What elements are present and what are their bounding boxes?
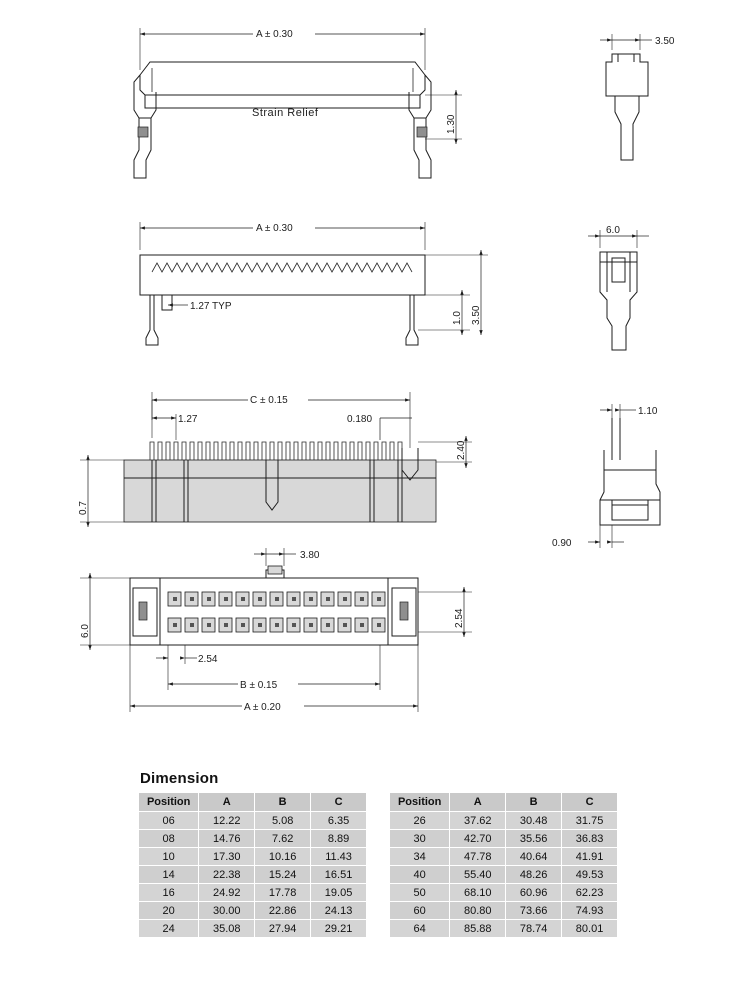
- view-front-sawtooth: [140, 220, 488, 345]
- dim-6-0-plan: 6.0: [80, 624, 91, 638]
- dim-1-0: 1.0: [452, 311, 463, 325]
- cell-a: 68.10: [450, 884, 506, 902]
- table-row: [139, 920, 367, 938]
- cell-position: 40: [390, 866, 450, 884]
- cell-position: 16: [139, 884, 199, 902]
- cell-c: 11.43: [311, 848, 367, 866]
- dim-a-plan: A ± 0.20: [244, 702, 281, 713]
- cell-position: 10: [139, 848, 199, 866]
- col-a: A: [450, 793, 506, 812]
- table-row: [139, 848, 367, 866]
- cell-a: 35.08: [199, 920, 255, 938]
- table-row: [390, 866, 618, 884]
- table-row: [139, 830, 367, 848]
- dim-3-50-top: 3.50: [655, 36, 675, 47]
- col-c: C: [562, 793, 618, 812]
- view-pin-front: [78, 392, 472, 527]
- dim-a-second: A ± 0.30: [256, 223, 293, 234]
- dim-0-90: 0.90: [552, 538, 572, 549]
- cell-b: 30.48: [506, 812, 562, 830]
- table-row: [390, 902, 618, 920]
- cell-b: 15.24: [255, 866, 311, 884]
- cell-position: 34: [390, 848, 450, 866]
- cell-c: 16.51: [311, 866, 367, 884]
- cell-position: 06: [139, 812, 199, 830]
- table-row: [139, 902, 367, 920]
- table-header-row: [390, 793, 618, 812]
- cell-a: 30.00: [199, 902, 255, 920]
- table-row: [390, 830, 618, 848]
- cell-c: 24.13: [311, 902, 367, 920]
- table-row: [139, 884, 367, 902]
- cell-c: 49.53: [562, 866, 618, 884]
- cell-position: 20: [139, 902, 199, 920]
- dim-1-30: 1.30: [446, 114, 457, 134]
- cell-c: 6.35: [311, 812, 367, 830]
- table-row: [139, 866, 367, 884]
- table-row: [390, 848, 618, 866]
- cell-position: 30: [390, 830, 450, 848]
- cell-b: 78.74: [506, 920, 562, 938]
- dim-1-10: 1.10: [638, 406, 658, 417]
- dim-0-180: 0.180: [347, 414, 373, 425]
- cell-position: 08: [139, 830, 199, 848]
- view-strain-relief: [134, 26, 462, 178]
- strain-relief-label: Strain Relief: [252, 107, 319, 119]
- view-bottom-plan: [80, 548, 472, 713]
- cell-position: 14: [139, 866, 199, 884]
- dimension-section: [138, 770, 618, 938]
- cell-c: 36.83: [562, 830, 618, 848]
- cell-position: 50: [390, 884, 450, 902]
- cell-a: 14.76: [199, 830, 255, 848]
- cell-b: 7.62: [255, 830, 311, 848]
- cell-c: 41.91: [562, 848, 618, 866]
- cell-c: 29.21: [311, 920, 367, 938]
- dim-2-54-right: 2.54: [454, 608, 465, 628]
- dim-b: B ± 0.15: [240, 680, 278, 691]
- cell-c: 74.93: [562, 902, 618, 920]
- dimension-table-left: [138, 792, 367, 938]
- cell-b: 22.86: [255, 902, 311, 920]
- cell-a: 55.40: [450, 866, 506, 884]
- cell-b: 17.78: [255, 884, 311, 902]
- dim-3-50-second: 3.50: [471, 305, 482, 325]
- col-position: Position: [390, 793, 450, 812]
- cell-b: 60.96: [506, 884, 562, 902]
- cell-b: 40.64: [506, 848, 562, 866]
- cell-position: 26: [390, 812, 450, 830]
- view-top-right-end: [600, 34, 675, 160]
- table-header-row: [139, 793, 367, 812]
- col-b: B: [255, 793, 311, 812]
- dimension-title: Dimension: [140, 770, 219, 787]
- col-c: C: [311, 793, 367, 812]
- dim-1-27-typ: 1.27 TYP: [190, 301, 232, 312]
- table-row: [139, 812, 367, 830]
- cell-a: 42.70: [450, 830, 506, 848]
- view-second-right-end: [588, 225, 649, 350]
- cell-c: 19.05: [311, 884, 367, 902]
- cell-position: 24: [139, 920, 199, 938]
- cell-b: 27.94: [255, 920, 311, 938]
- cell-c: 62.23: [562, 884, 618, 902]
- cell-a: 24.92: [199, 884, 255, 902]
- cell-b: 5.08: [255, 812, 311, 830]
- dim-6-0-second: 6.0: [606, 225, 620, 236]
- cell-a: 85.88: [450, 920, 506, 938]
- dimension-table-right: [389, 792, 618, 938]
- cell-position: 60: [390, 902, 450, 920]
- dim-2-54-pitch: 2.54: [198, 654, 218, 665]
- cell-a: 22.38: [199, 866, 255, 884]
- cell-a: 80.80: [450, 902, 506, 920]
- cell-b: 10.16: [255, 848, 311, 866]
- table-row: [390, 812, 618, 830]
- dim-1-27: 1.27: [178, 414, 198, 425]
- col-b: B: [506, 793, 562, 812]
- cell-a: 17.30: [199, 848, 255, 866]
- table-row: [390, 920, 618, 938]
- dim-2-40: 2.40: [456, 440, 467, 460]
- view-third-right-end: [552, 404, 660, 549]
- dim-0-7: 0.7: [78, 501, 89, 515]
- col-position: Position: [139, 793, 199, 812]
- dim-c: C ± 0.15: [250, 395, 288, 406]
- cell-a: 12.22: [199, 812, 255, 830]
- cell-c: 31.75: [562, 812, 618, 830]
- cell-a: 47.78: [450, 848, 506, 866]
- cell-b: 48.26: [506, 866, 562, 884]
- dim-a-top: A ± 0.30: [256, 29, 293, 40]
- cell-b: 35.56: [506, 830, 562, 848]
- cell-a: 37.62: [450, 812, 506, 830]
- cell-c: 80.01: [562, 920, 618, 938]
- cell-c: 8.89: [311, 830, 367, 848]
- cell-position: 64: [390, 920, 450, 938]
- dim-3-80: 3.80: [300, 550, 320, 561]
- cell-b: 73.66: [506, 902, 562, 920]
- table-row: [390, 884, 618, 902]
- col-a: A: [199, 793, 255, 812]
